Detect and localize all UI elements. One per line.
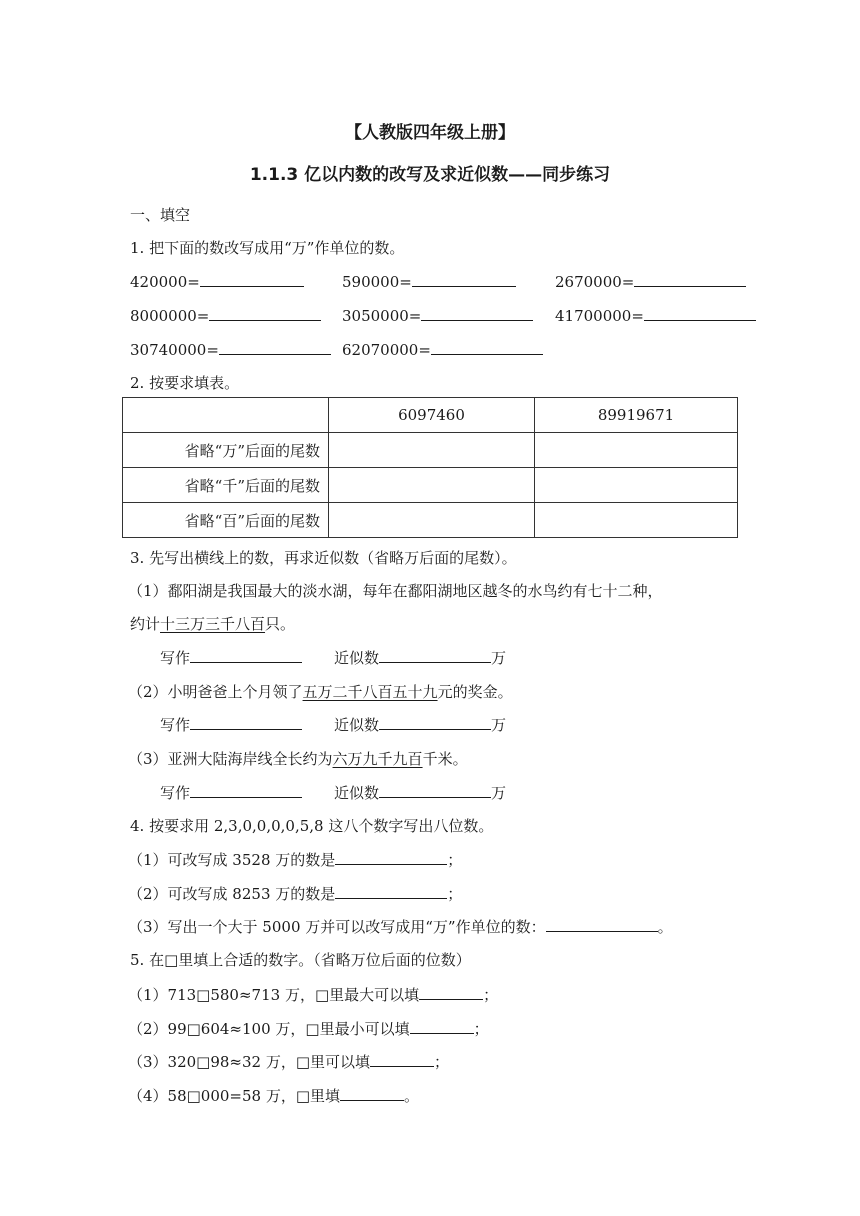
q1-item-text: 2670000=	[555, 273, 635, 291]
q3-text: 只。	[265, 615, 296, 633]
q3-part1-line2	[130, 613, 295, 634]
q4-text: （1）可改写成 3528 万的数是	[128, 851, 336, 869]
answer-blank[interactable]	[200, 271, 304, 287]
q3-answer-line	[334, 714, 506, 735]
approx-blank[interactable]	[379, 647, 491, 663]
q3-text: 千米。	[422, 750, 468, 768]
table-header-cell: 6097460	[329, 398, 535, 433]
table-answer-cell[interactable]	[329, 468, 535, 503]
table-header-cell: 89919671	[535, 398, 738, 433]
q3-answer-line	[334, 647, 506, 668]
answer-blank[interactable]	[370, 1051, 434, 1067]
q4-text: （3）写出一个大于 5000 万并可以改写成用“万”作单位的数：	[128, 918, 546, 936]
section-heading: 一、填空	[130, 206, 191, 224]
underlined-number: 五万二千八百五十九	[302, 683, 438, 701]
q1-item-text: 62070000=	[342, 341, 431, 359]
q1-item-text: 30740000=	[130, 341, 219, 359]
q4-sub	[128, 883, 462, 904]
q5-text: （1）713□580≈713 万，□里最大可以填	[128, 986, 420, 1004]
q3-part1-line1: （1）鄱阳湖是我国最大的淡水湖，每年在鄱阳湖地区越冬的水鸟约有七十二种，	[128, 582, 663, 600]
answer-blank[interactable]	[419, 984, 483, 1000]
table-row-label: 省略“千”后面的尾数	[123, 468, 329, 503]
answer-blank[interactable]	[431, 339, 543, 355]
write-label: 写作	[160, 784, 191, 802]
table-row	[123, 468, 738, 503]
q5-prompt: 5. 在□里填上合适的数字。（省略万位后面的位数）	[130, 951, 471, 969]
q4-sub	[128, 849, 462, 870]
table-answer-cell[interactable]	[329, 433, 535, 468]
unit-label: 万	[491, 716, 507, 734]
q3-answer-line	[334, 782, 506, 803]
write-blank[interactable]	[190, 647, 302, 663]
q1-item	[130, 271, 304, 291]
punctuation: ；	[434, 1053, 450, 1071]
unit-label: 万	[491, 784, 507, 802]
approx-blank[interactable]	[379, 782, 491, 798]
punctuation: ；	[447, 851, 463, 869]
answer-blank[interactable]	[340, 1085, 404, 1101]
q1-item	[555, 305, 756, 325]
answer-blank[interactable]	[209, 305, 321, 321]
q1-item	[555, 271, 746, 291]
table-row-label: 省略“百”后面的尾数	[123, 503, 329, 538]
write-blank[interactable]	[190, 782, 302, 798]
answer-blank[interactable]	[546, 916, 658, 932]
write-label: 写作	[160, 716, 191, 734]
punctuation: 。	[657, 918, 673, 936]
q3-text: 元的奖金。	[437, 683, 513, 701]
q1-item	[342, 305, 533, 325]
q3-part3	[128, 748, 468, 769]
q4-sub	[128, 916, 673, 937]
punctuation: ；	[447, 885, 463, 903]
q1-item	[342, 271, 516, 291]
q5-text: （4）58□000=58 万，□里填	[128, 1087, 341, 1105]
q1-item	[130, 339, 331, 359]
q3-prompt: 3. 先写出横线上的数，再求近似数（省略万后面的尾数）。	[130, 549, 517, 567]
q1-item-text: 3050000=	[342, 307, 422, 325]
table-header-cell	[123, 398, 329, 433]
q3-text: （3）亚洲大陆海岸线全长约为	[128, 750, 333, 768]
answer-blank[interactable]	[421, 305, 533, 321]
q5-sub	[128, 1085, 419, 1106]
answer-blank[interactable]	[335, 883, 447, 899]
fill-table	[122, 397, 738, 538]
q4-prompt: 4. 按要求用 2,3,0,0,0,0,5,8 这八个数字写出八位数。	[130, 817, 494, 835]
q1-item-text: 420000=	[130, 273, 200, 291]
answer-blank[interactable]	[634, 271, 746, 287]
approx-blank[interactable]	[379, 714, 491, 730]
table-answer-cell[interactable]	[535, 433, 738, 468]
write-blank[interactable]	[190, 714, 302, 730]
table-answer-cell[interactable]	[535, 503, 738, 538]
q5-text: （2）99□604≈100 万，□里最小可以填	[128, 1020, 410, 1038]
q1-item-text: 41700000=	[555, 307, 644, 325]
series-header: 【人教版四年级上册】	[345, 123, 515, 143]
q5-sub	[128, 984, 498, 1005]
q1-item-text: 590000=	[342, 273, 412, 291]
q3-part2	[128, 681, 513, 702]
underlined-number: 十三万三千八百	[160, 615, 266, 633]
write-label: 写作	[160, 649, 191, 667]
answer-blank[interactable]	[335, 849, 447, 865]
q3-answer-line	[160, 782, 302, 803]
approx-label: 近似数	[334, 649, 380, 667]
q3-text: （2）小明爸爸上个月领了	[128, 683, 303, 701]
q1-item	[130, 305, 321, 325]
table-row	[123, 503, 738, 538]
punctuation: ；	[473, 1020, 489, 1038]
q3-text: 约计	[130, 615, 161, 633]
punctuation: 。	[404, 1087, 420, 1105]
unit-label: 万	[491, 649, 507, 667]
q2-prompt: 2. 按要求填表。	[130, 374, 240, 392]
page-title: 1.1.3 亿以内数的改写及求近似数——同步练习	[249, 165, 611, 185]
q3-answer-line	[160, 647, 302, 668]
table-header-row	[123, 398, 738, 433]
q5-text: （3）320□98≈32 万，□里可以填	[128, 1053, 371, 1071]
q1-item	[342, 339, 543, 359]
q1-prompt: 1. 把下面的数改写成用“万”作单位的数。	[130, 239, 405, 257]
table-answer-cell[interactable]	[329, 503, 535, 538]
answer-blank[interactable]	[219, 339, 331, 355]
table-row-label: 省略“万”后面的尾数	[123, 433, 329, 468]
q1-item-text: 8000000=	[130, 307, 210, 325]
underlined-number: 六万九千九百	[332, 750, 423, 768]
punctuation: ；	[483, 986, 499, 1004]
q4-text: （2）可改写成 8253 万的数是	[128, 885, 336, 903]
answer-blank[interactable]	[412, 271, 516, 287]
answer-blank[interactable]	[644, 305, 756, 321]
approx-label: 近似数	[334, 784, 380, 802]
table-row	[123, 433, 738, 468]
table-answer-cell[interactable]	[535, 468, 738, 503]
q5-sub	[128, 1018, 489, 1039]
answer-blank[interactable]	[410, 1018, 474, 1034]
q5-sub	[128, 1051, 449, 1072]
approx-label: 近似数	[334, 716, 380, 734]
q3-answer-line	[160, 714, 302, 735]
